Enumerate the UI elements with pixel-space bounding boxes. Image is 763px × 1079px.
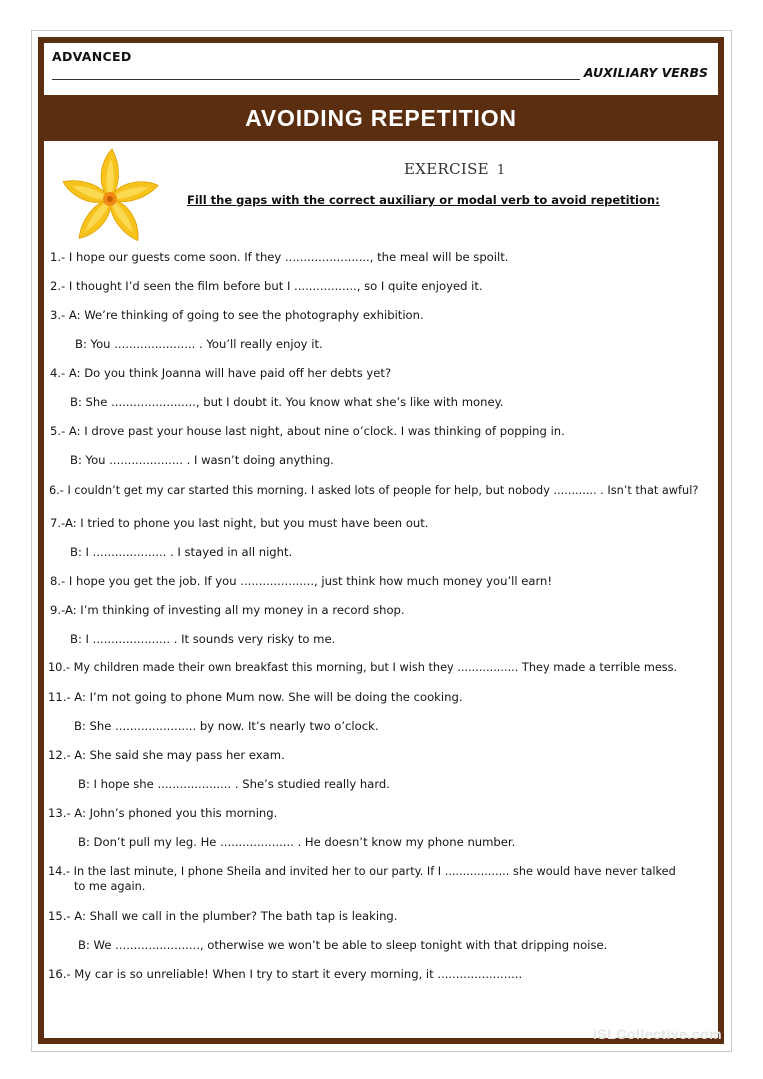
exercise-item: 13.- A: John’s phoned you this morning.	[48, 806, 278, 820]
exercise-item: 14.- In the last minute, I phone Sheila and invited her to our party. If I .................. she would have never talked	[48, 865, 676, 878]
exercise-instruction: Fill the gaps with the correct auxiliary or modal verb to avoid repetition:	[187, 193, 660, 207]
topic-label: AUXILIARY VERBS	[583, 65, 708, 80]
exercise-item: 8.- I hope you get the job. If you ...................., just think how much money you’ll earn!	[50, 574, 553, 588]
exercise-item: B: I ..................... . It sounds very risky to me.	[70, 632, 336, 646]
exercise-item: to me again.	[74, 880, 146, 893]
worksheet-frame	[38, 37, 724, 1044]
exercise-item: 16.- My car is so unreliable! When I try to start it every morning, it .......................	[48, 967, 523, 981]
exercise-item: 9.-A: I’m thinking of investing all my money in a record shop.	[50, 603, 405, 617]
exercise-item: B: You ...................... . You’ll really enjoy it.	[75, 337, 323, 351]
exercise-item: 4.- A: Do you think Joanna will have paid off her debts yet?	[50, 366, 392, 380]
exercise-item: 6.- I couldn’t get my car started this morning. I asked lots of people for help, but nobody ............ . Isn’t that awful?	[49, 484, 699, 497]
exercise-item: B: She ...................... by now. It’s nearly two o’clock.	[74, 719, 379, 733]
level-label: ADVANCED	[52, 49, 132, 64]
exercise-item: B: She ......................., but I doubt it. You know what she’s like with money.	[70, 395, 504, 409]
exercise-item: B: You .................... . I wasn’t doing anything.	[70, 453, 334, 467]
exercise-title	[404, 160, 505, 178]
exercise-item: 7.-A: I tried to phone you last night, but you must have been out.	[50, 516, 429, 530]
exercise-item: 15.- A: Shall we call in the plumber? The bath tap is leaking.	[48, 909, 398, 923]
exercise-number: 1	[496, 163, 506, 178]
exercise-item: 5.- A: I drove past your house last night, about nine o’clock. I was thinking of popping in.	[50, 424, 565, 438]
exercise-item: 12.- A: She said she may pass her exam.	[48, 748, 285, 762]
exercise-item: 11.- A: I’m not going to phone Mum now. She will be doing the cooking.	[48, 690, 463, 704]
exercise-item: B: I hope she .................... . She’s studied really hard.	[78, 777, 390, 791]
exercise-item: B: I .................... . I stayed in all night.	[70, 545, 293, 559]
exercise-item: 10.- My children made their own breakfast this morning, but I wish they ................. They made a terrible mess.	[48, 661, 678, 674]
exercise-item: 2.- I thought I’d seen the film before but I ................., so I quite enjoyed it.	[50, 279, 483, 293]
exercise-item: 3.- A: We’re thinking of going to see the photography exhibition.	[50, 308, 424, 322]
title-band	[44, 95, 718, 141]
flower-icon	[48, 143, 172, 253]
exercise-label: EXERCISE	[404, 160, 489, 178]
header-rule	[52, 79, 580, 80]
exercise-item: B: We ......................., otherwise we won’t be able to sleep tonight with that dripping noise.	[78, 938, 608, 952]
watermark: iSLCollective.com	[593, 1026, 723, 1042]
exercise-item: B: Don’t pull my leg. He .................... . He doesn’t know my phone number.	[78, 835, 516, 849]
exercise-item: 1.- I hope our guests come soon. If they ......................., the meal will be spoilt.	[50, 250, 509, 264]
page-title: AVOIDING REPETITION	[245, 105, 517, 131]
